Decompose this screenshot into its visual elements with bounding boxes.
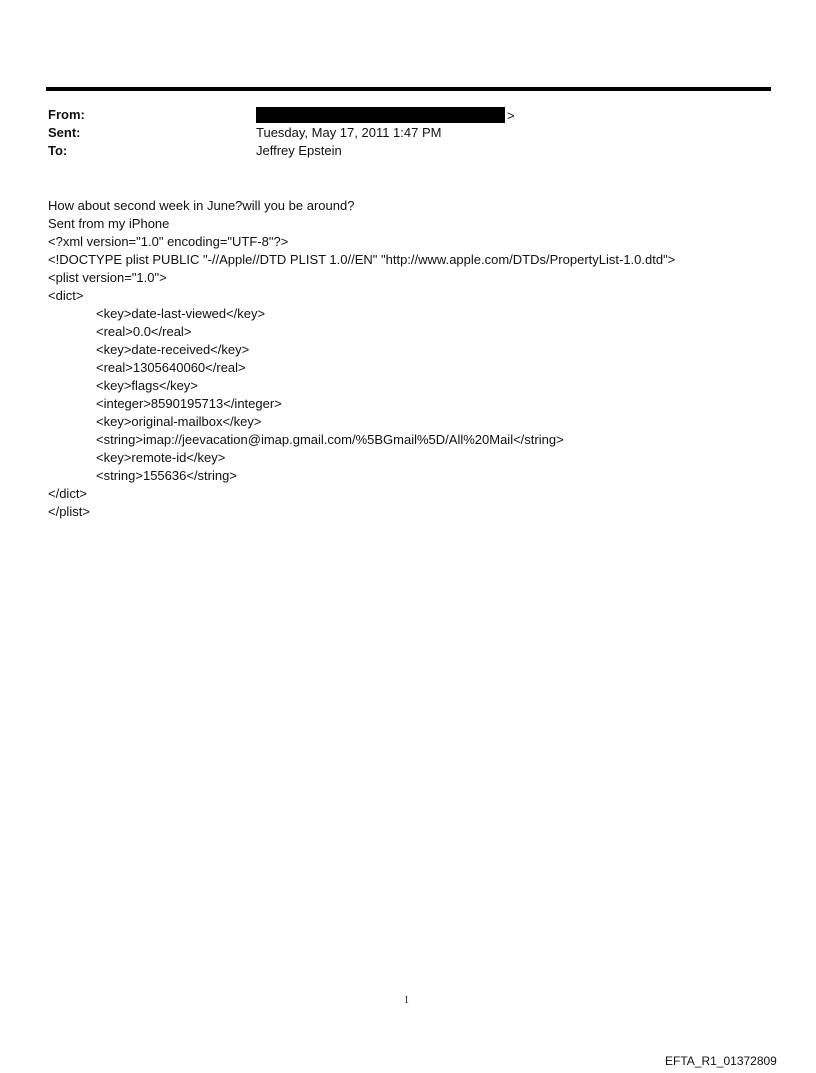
page-number: 1: [404, 995, 409, 1006]
body-line: <real>1305640060</real>: [96, 360, 246, 375]
body-line: </plist>: [48, 504, 90, 519]
sent-value: Tuesday, May 17, 2011 1:47 PM: [256, 125, 442, 140]
body-line: <integer>8590195713</integer>: [96, 396, 282, 411]
body-line: How about second week in June?will you be around?: [48, 198, 355, 213]
body-line: <key>flags</key>: [96, 378, 198, 393]
body-line: <dict>: [48, 288, 84, 303]
body-line: </dict>: [48, 486, 88, 501]
to-label: To:: [48, 143, 68, 158]
email-body: [48, 197, 675, 521]
body-line: <key>date-received</key>: [96, 342, 250, 357]
body-line: <string>155636</string>: [96, 468, 237, 483]
header-rule: [46, 87, 771, 91]
body-line: <key>date-last-viewed</key>: [96, 306, 266, 321]
redaction-bar: [256, 107, 505, 123]
from-value-tail: >: [507, 108, 515, 123]
sent-label: Sent:: [48, 125, 81, 140]
body-line: <!DOCTYPE plist PUBLIC "-//Apple//DTD PLIST 1.0//EN" "http://www.apple.com/DTDs/PropertyList-1.0.dtd">: [48, 252, 676, 267]
document-id: EFTA_R1_01372809: [665, 1054, 777, 1068]
body-line: <plist version="1.0">: [48, 270, 167, 285]
body-line: <real>0.0</real>: [96, 324, 192, 339]
body-line: <key>remote-id</key>: [96, 450, 226, 465]
body-line: <key>original-mailbox</key>: [96, 414, 262, 429]
body-line: Sent from my iPhone: [48, 216, 170, 231]
body-line: <?xml version="1.0" encoding="UTF-8"?>: [48, 234, 289, 249]
from-label: From:: [48, 107, 85, 122]
to-value: Jeffrey Epstein: [256, 143, 342, 158]
body-line: <string>imap://jeevacation@imap.gmail.com/%5BGmail%5D/All%20Mail</string>: [96, 432, 564, 447]
